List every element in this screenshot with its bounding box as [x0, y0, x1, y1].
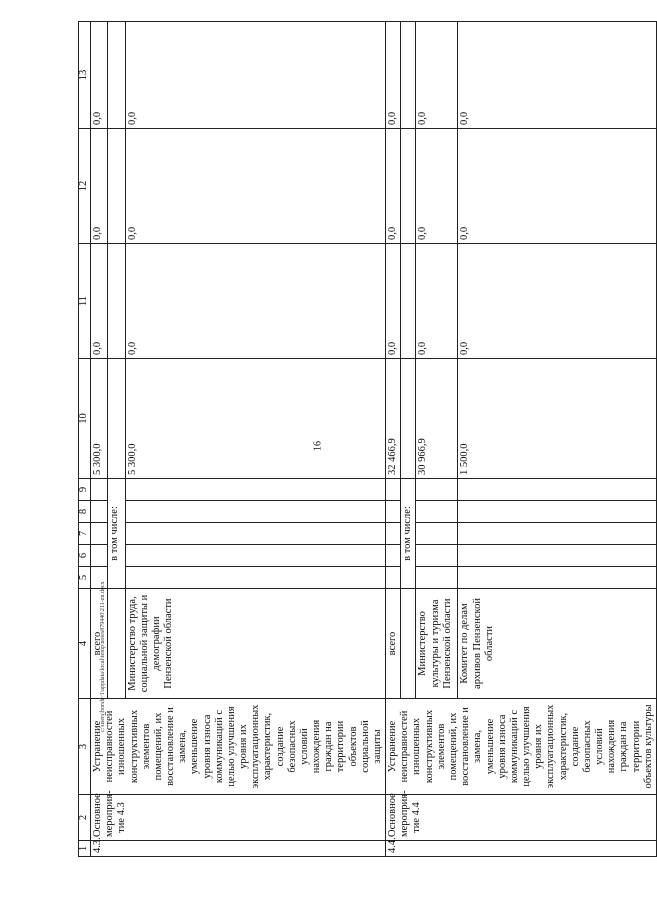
- column-number: 7: [79, 523, 91, 545]
- total-label: всего: [91, 589, 108, 699]
- total-value: 32 466,9: [386, 359, 401, 479]
- table-row: [91, 22, 108, 857]
- total-label: всего: [386, 589, 401, 699]
- executor-value: 5 300,0: [125, 359, 385, 479]
- total-value: 0,0: [91, 129, 108, 244]
- page-number: 16: [312, 441, 324, 451]
- column-number: 4: [79, 589, 91, 699]
- total-value: 0,0: [91, 244, 108, 359]
- column-number: 9: [79, 479, 91, 501]
- executor-name: Министерство труда, социальной защиты и демографии Пензенской области: [125, 589, 385, 699]
- table-row: [386, 22, 401, 857]
- total-value: 0,0: [91, 22, 108, 129]
- executor-value: 0,0: [458, 22, 656, 129]
- executor-name: Комитет по делам архивов Пензенской области: [458, 589, 656, 699]
- column-number: 12: [79, 129, 91, 244]
- executor-value: 0,0: [125, 22, 385, 129]
- in-that-number-note: в том числе:: [108, 479, 125, 589]
- executor-value: 0,0: [416, 22, 458, 129]
- column-number: 6: [79, 545, 91, 567]
- column-number: 3: [79, 699, 91, 795]
- measure-description: Устранение неисправностей изношенных конструктивных элементов помещений, их восстановление и замена, уменьшение уровня износа коммуникаций с целью улучшения уровня их эксплуатационных характеристик, создание безопасных условий нахождения граждан на территории объектов социальной защиты: [91, 699, 386, 795]
- executor-value: 30 966,9: [416, 359, 458, 479]
- column-number: 8: [79, 501, 91, 523]
- total-value: 0,0: [386, 244, 401, 359]
- total-value: 5 300,0: [91, 359, 108, 479]
- column-number: 11: [79, 244, 91, 359]
- total-value: 0,0: [386, 129, 401, 244]
- executor-value: 0,0: [125, 129, 385, 244]
- program-measures-table: [78, 21, 657, 857]
- column-number: 13: [79, 22, 91, 129]
- measure-number: 4.4.: [386, 841, 657, 857]
- executor-value: 0,0: [416, 244, 458, 359]
- rotated-table-wrapper: [78, 22, 654, 857]
- executor-name: Министерство культуры и туризма Пензенской области: [416, 589, 458, 699]
- executor-value: 1 500,0: [458, 359, 656, 479]
- executor-value: 0,0: [458, 244, 656, 359]
- executor-value: 0,0: [125, 244, 385, 359]
- measure-kind: Основное мероприя-тие 4.3: [91, 795, 386, 841]
- total-value: 0,0: [386, 22, 401, 129]
- column-number: 10: [79, 359, 91, 479]
- executor-value: 0,0: [458, 129, 656, 244]
- column-number: 1: [79, 841, 91, 857]
- column-number-row: [79, 22, 91, 857]
- measure-description: Устранение неисправностей изношенных конструктивных элементов помещений, их восстановление и замена, уменьшение уровня износа коммуникаций с целью улучшения уровня их эксплуатационных характеристик, создание безопасных условий нахождения граждан на территории объектов культуры: [386, 699, 657, 795]
- executor-value: 0,0: [416, 129, 458, 244]
- measure-kind: Основное мероприя-тие 4.4: [386, 795, 657, 841]
- column-number: 5: [79, 567, 91, 589]
- in-that-number-note: в том числе:: [401, 479, 416, 589]
- column-number: 2: [79, 795, 91, 841]
- measure-number: 4.3.: [91, 841, 386, 857]
